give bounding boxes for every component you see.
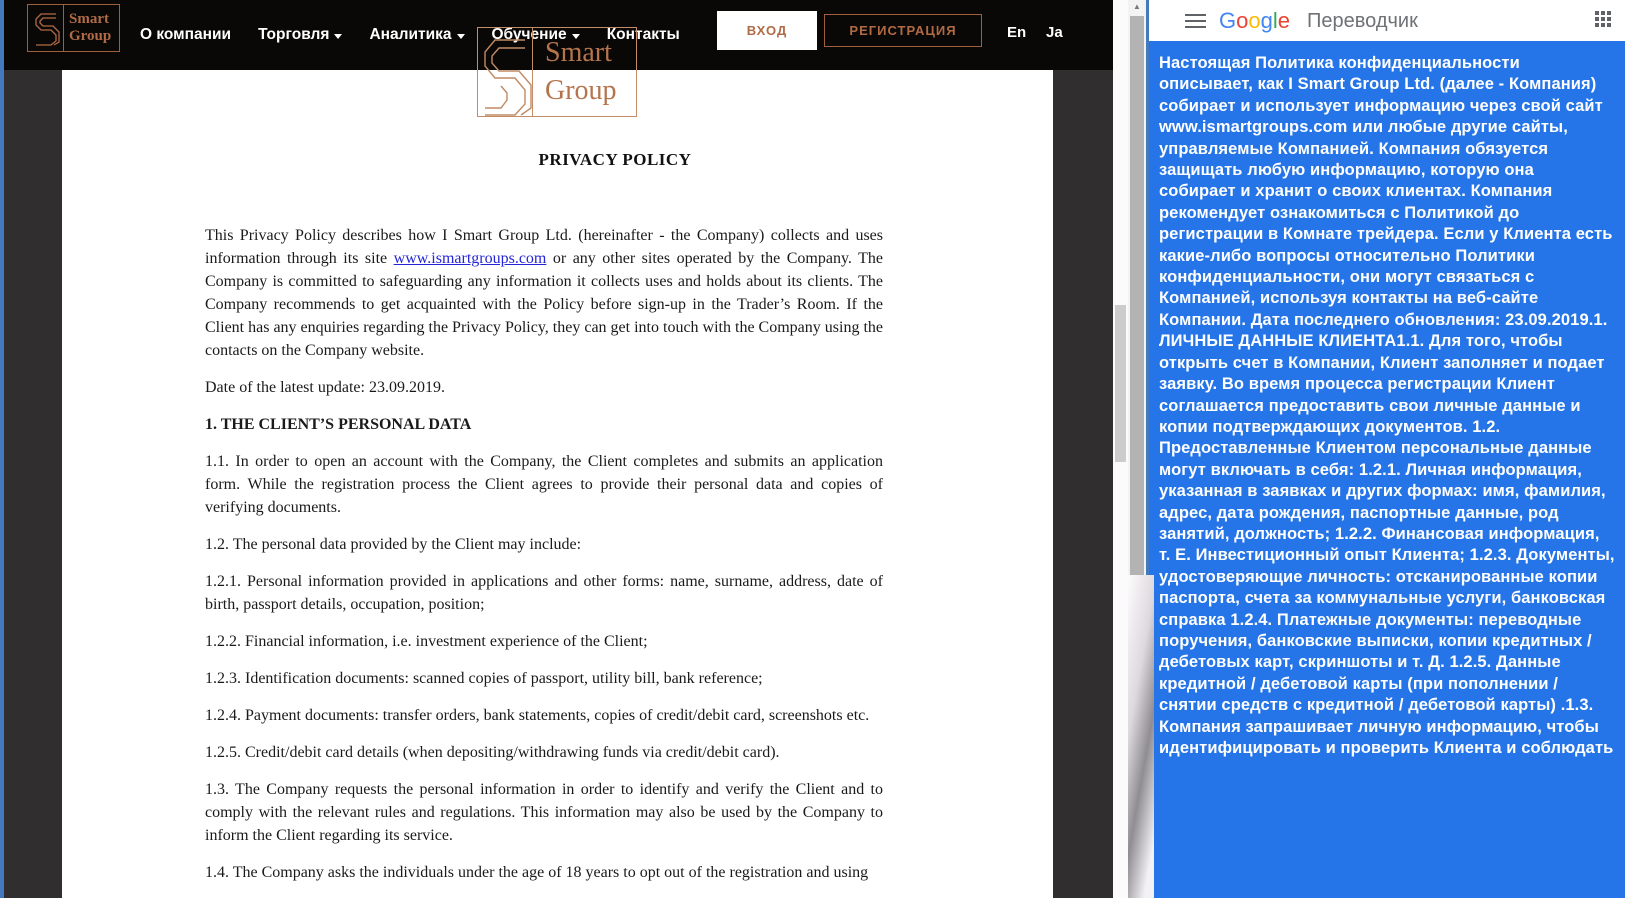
site-logo-line2: Group: [69, 28, 112, 44]
translation-text: Настоящая Политика конфиденциальности описывает, как I Smart Group Ltd. (далее - Компания) собирает и использует информацию через свой сайт www.ismartgroups.com или любые другие сайты, управляемые Компанией. Компания обязуется защищать любую информацию, которую она собирает и хранит о своих клиентах. Компания рекомендует ознакомиться с Политикой до регистрации в Комнате трейдера. Если у Клиента есть какие-либо вопросы относительно Политики конфиденциальности, они могут связаться с Компанией, используя контакты на веб-сайте Компании. Дата последнего обновления: 23.09.2019.1. ЛИЧНЫЕ ДАННЫЕ КЛИЕНТА1.1. Для того, чтобы открыть счет в Компании, Клиент заполняет и подает заявку. Во время процесса регистрации Клиент соглашается предоставить свои личные данные и копии подтверждающих документов. 1.2. Предоставленные Клиентом персональные данные могут включать в себя: 1.2.1. Личная информация, указанная в заявках и других формах: имя, фамилия, адрес, дата рождения, паспортные данные, род занятий, должность; 1.2.2. Финансовая информация, т. Е. Инвестиционный опыт Клиента; 1.2.3. Документы, удостоверяющие личность: отсканированные копии паспорта, счета за коммунальные услуги, банковская справка 1.2.4. Платежные документы: переводные поручения, банковские выписки, копии кредитных / дебетовых карт, скриншоты и т. Д. 1.2.5. Данные кредитной / дебетовой карты (при пополнении / снятии средств с кредитной / дебетовой карты) .1.3. Компания запрашивает личную информацию, чтобы идентифицировать и проверить Клиента и соблюдать: [1159, 54, 1615, 757]
clause-paragraph: 1.2.4. Payment documents: transfer orders, bank statements, copies of credit/debit card, screenshots etc.: [205, 707, 870, 724]
document-logo-visible-line: Group: [545, 75, 617, 106]
site-logo-text: [64, 5, 119, 51]
intro-text-after: or any other sites operated by the Company. The Company is committed to safeguarding any information it collects uses and holds about its clients. The Company recommends to get acquainted with the Policy before sign-up in the Trader’s Room. If the Client has any enquiries regarding the Privacy Policy, they can get into touch with the Company using the contacts on the Company website.: [205, 250, 884, 359]
translator-scrollbar-thumb[interactable]: [1130, 16, 1144, 575]
scroll-up-arrow-icon[interactable]: ▲: [1133, 2, 1141, 11]
clause-paragraph: 1.4. The Company asks the individuals under the age of 18 years to opt out of the registration and using: [205, 864, 869, 881]
smart-group-monogram-icon: [28, 5, 64, 51]
document-logo-hidden-line: Smart: [545, 37, 612, 68]
hamburger-menu-icon[interactable]: [1185, 14, 1206, 28]
clause-paragraph: 1.1. In order to open an account with the Company, the Client completes and submits an application form. While the registration process the Client agrees to provide their personal data and copies of verifying documents.: [205, 453, 883, 516]
translator-product-name: Переводчик: [1307, 10, 1418, 32]
translation-panel: [1149, 41, 1625, 898]
date-line: Date of the latest update: 23.09.2019.: [205, 379, 445, 396]
website-link[interactable]: www.ismartgroups.com: [393, 250, 547, 267]
intro-text-before: This Privacy Policy describes how I Smart Group Ltd. (hereinafter - the Company) collects and uses information through its site: [205, 227, 883, 267]
chevron-down-icon: [457, 34, 465, 39]
chevron-down-icon: [334, 34, 342, 39]
clause-paragraph: 1.2.1. Personal information provided in applications and other forms: name, surname, address, date of birth, passport details, occupation, position;: [205, 573, 883, 613]
menu-item-label: О компании: [140, 26, 232, 43]
google-logo-letter: e: [1277, 8, 1291, 33]
language-switch-en[interactable]: En: [1007, 24, 1027, 41]
document-body: [205, 70, 883, 898]
document-title: PRIVACY POLICY: [538, 150, 692, 169]
translator-window: [1128, 0, 1625, 898]
menu-item-analytics[interactable]: [369, 26, 464, 44]
clause-paragraph: 1.3. The Company requests the personal information in order to identify and verify the Client and to comply with the relevant rules and regulations. This information may also be used by the Company to inform the Client regarding its service.: [205, 781, 883, 844]
site-logo-line1: Smart: [69, 11, 109, 27]
register-button[interactable]: РЕГИСТРАЦИЯ: [824, 14, 982, 47]
document-page: [62, 37, 1053, 898]
intro-paragraph: [205, 224, 883, 362]
menu-item-label: Контакты: [606, 26, 680, 43]
browser-scrollbar[interactable]: [1113, 0, 1128, 898]
language-switch-ja[interactable]: Ja: [1046, 24, 1063, 41]
menu-item-label: Аналитика: [369, 26, 452, 43]
google-logo-letter: o: [1236, 8, 1249, 33]
google-logo-letter: l: [1272, 8, 1278, 33]
window-edge: [0, 0, 4, 898]
google-logo-letter: o: [1248, 8, 1261, 33]
site-logo[interactable]: [27, 4, 120, 52]
clause-paragraph: 1.2.5. Credit/debit card details (when depositing/withdrawing funds via credit/debit card).: [205, 744, 780, 761]
browser-scrollbar-thumb[interactable]: [1115, 305, 1126, 462]
google-logo-letter: g: [1260, 8, 1273, 33]
menu-item-trading[interactable]: [258, 26, 342, 44]
login-button[interactable]: ВХОД: [717, 11, 817, 50]
google-logo-letter: G: [1219, 8, 1237, 33]
google-apps-grid-icon[interactable]: [1595, 11, 1613, 29]
translator-header: [1149, 0, 1625, 41]
clause-paragraph: 1.2.3. Identification documents: scanned copies of passport, utility bill, bank reference;: [205, 670, 763, 687]
google-logo[interactable]: [1219, 8, 1290, 34]
clause-paragraph: 1.2.2. Financial information, i.e. investment experience of the Client;: [205, 633, 648, 650]
clause-paragraph: 1.2. The personal data provided by the Client may include:: [205, 536, 582, 553]
section-heading: 1. THE CLIENT’S PERSONAL DATA: [205, 416, 472, 433]
menu-item-label: Обучение: [491, 26, 567, 43]
background-swoosh-graphic: [1128, 575, 1154, 898]
menu-item-label: Торговля: [258, 26, 330, 43]
pdf-viewer: [4, 37, 1113, 898]
menu-item-about[interactable]: [140, 26, 231, 44]
